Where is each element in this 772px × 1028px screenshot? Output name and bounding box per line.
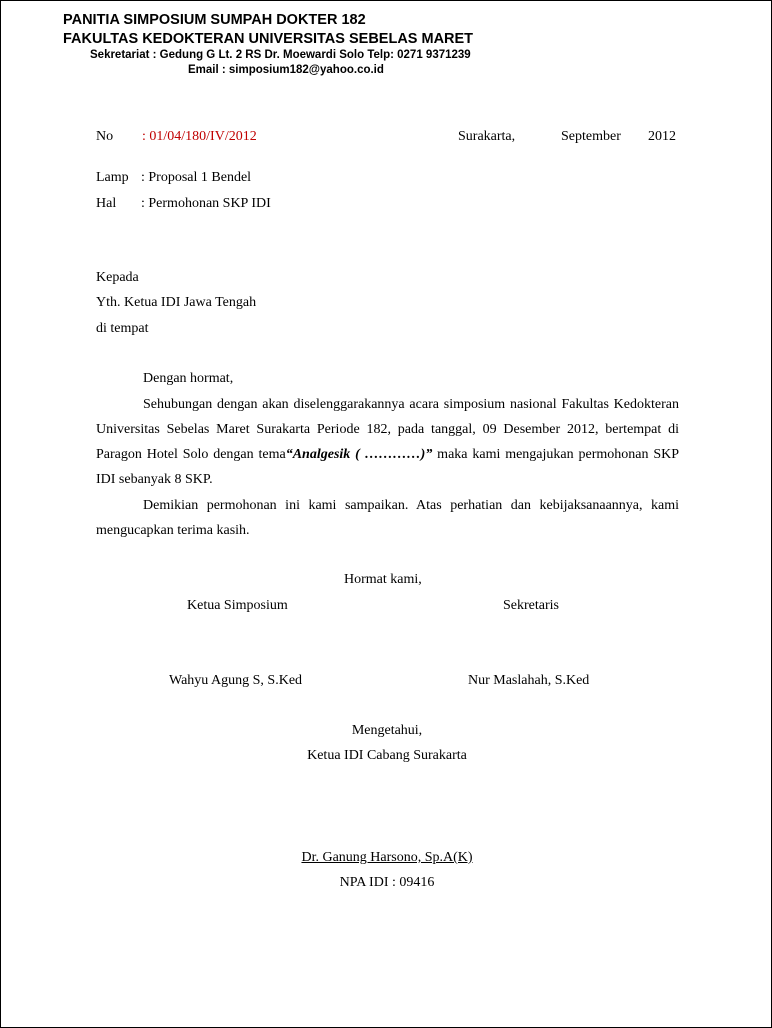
subject-value: : Permohonan SKP IDI: [141, 196, 271, 211]
signer-right-role: Sekretaris: [503, 598, 559, 613]
signer-left-name: Wahyu Agung S, S.Ked: [169, 673, 303, 688]
recipient-kepada: Kepada: [96, 270, 139, 285]
symposium-theme: “Analgesik ( …………)”: [285, 447, 433, 462]
body-paragraph-1-text: Sehubungan dengan akan diselenggarakannya acara simposium nasional Fakultas Kedokteran Universitas Sebelas Maret Surakarta Periode 182, pada tanggal, 09 Desember 2012, bertempat di Paragon Hotel Solo dengan tema: [96, 397, 679, 462]
closing-regards: Hormat kami,: [344, 572, 422, 587]
acknowledged-role: Ketua IDI Cabang Surakarta: [307, 748, 467, 763]
attachment-value: : Proposal 1 Bendel: [141, 170, 252, 185]
acknowledged-name: Dr. Ganung Harsono, Sp.A(K): [301, 850, 473, 865]
signer-right-name: Nur Maslahah, S.Ked: [468, 673, 590, 688]
greeting: Dengan hormat,: [143, 371, 234, 386]
recipient-name: Yth. Ketua IDI Jawa Tengah: [96, 295, 257, 310]
letter-month: September: [561, 129, 621, 144]
body-paragraph-1-end: maka kami mengajukan permohonan SKP IDI sebanyak 8 SKP.: [96, 447, 679, 487]
letter-number-value: : 01/04/180/IV/2012: [142, 129, 257, 144]
acknowledged-label: Mengetahui,: [351, 723, 423, 738]
body-paragraph-1: [96, 392, 679, 492]
letter-number-label: No: [96, 129, 114, 144]
recipient-place: di tempat: [96, 321, 149, 336]
signer-left-role: Ketua Simposium: [187, 598, 288, 613]
body-paragraph-2: Demikian permohonan ini kami sampaikan. Atas perhatian dan kebijaksanaannya, kami mengucapkan terima kasih.: [96, 498, 679, 538]
letterhead-faculty: FAKULTAS KEDOKTERAN UNIVERSITAS SEBELAS MARET: [63, 31, 474, 47]
letter-city: Surakarta,: [458, 129, 516, 144]
acknowledged-npa: NPA IDI : 09416: [339, 875, 435, 890]
letterhead-address: Sekretariat : Gedung G Lt. 2 RS Dr. Moewardi Solo Telp: 0271 9371239: [90, 49, 471, 61]
letter-year: 2012: [648, 129, 676, 144]
attachment-label: Lamp: [96, 170, 129, 185]
subject-label: Hal: [96, 196, 117, 211]
letterhead-committee: PANITIA SIMPOSIUM SUMPAH DOKTER 182: [63, 12, 366, 28]
letterhead-email: Email : simposium182@yahoo.co.id: [188, 64, 384, 76]
